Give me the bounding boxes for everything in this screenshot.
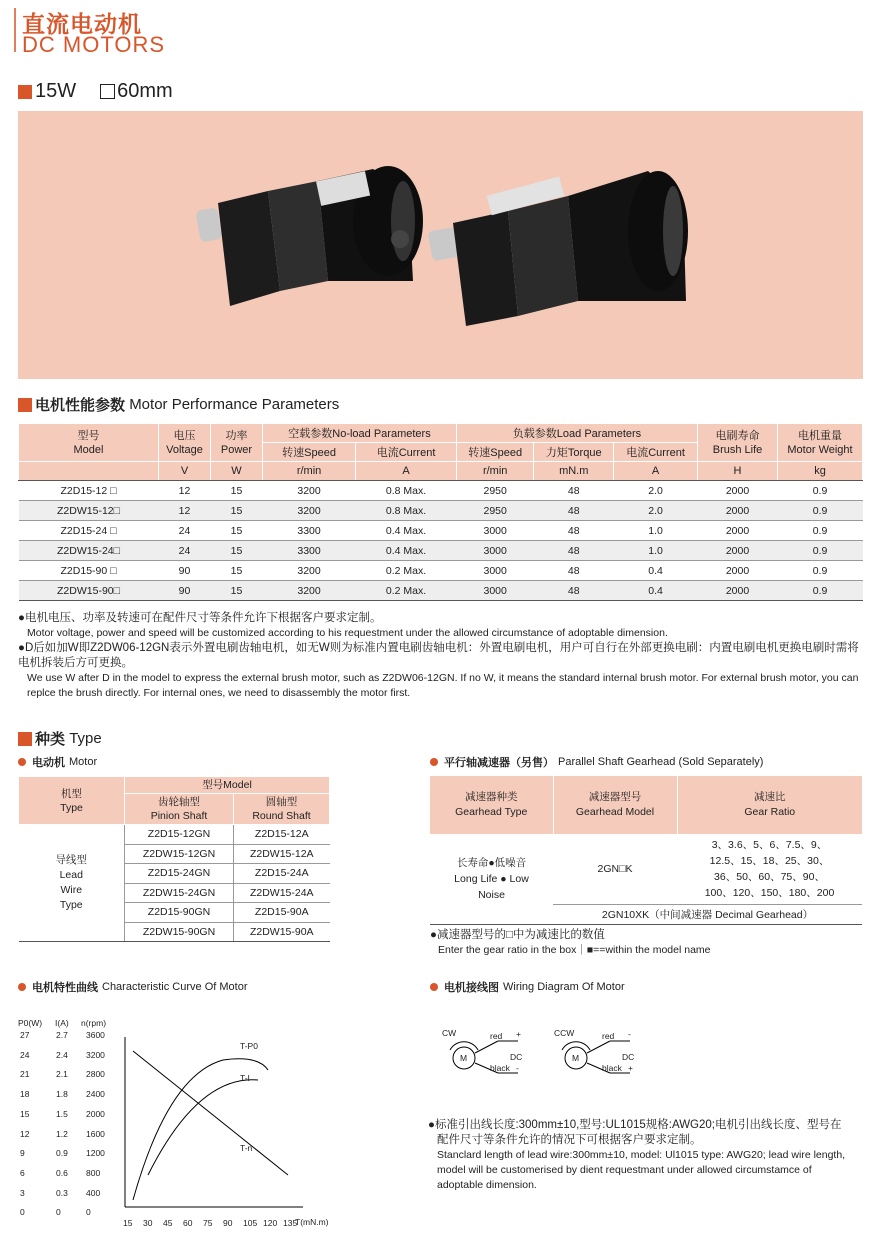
tick-label: 3 (20, 1187, 25, 1198)
th-l-torque: 力矩Torque (534, 443, 614, 462)
motor-symbol-1: M (460, 1053, 468, 1063)
table-cell: 2.0 (614, 481, 698, 501)
table-cell: 2.0 (614, 501, 698, 521)
table-cell: 2000 (698, 541, 778, 561)
square-bullet-icon (18, 85, 32, 99)
table-cell: 3200 (263, 501, 356, 521)
table-cell: 3200 (263, 581, 356, 601)
spec-power: 15W (35, 80, 77, 102)
type-title-en: Type (69, 730, 102, 747)
characteristic-curve-chart (18, 1015, 338, 1230)
type-heading (18, 728, 102, 749)
tick-label: 9 (20, 1148, 25, 1159)
wiring-diagram (440, 1025, 670, 1085)
tick-label: 24 (20, 1049, 30, 1060)
th-l-speed: 转速Speed (456, 443, 533, 462)
tick-label: 75 (203, 1218, 213, 1228)
table-cell: Z2DW15-90A (234, 922, 330, 942)
motor-subheading: 电动机 Motor (18, 754, 97, 770)
table-cell: 48 (534, 561, 614, 581)
table-cell: Z2D15-90 □ (19, 561, 159, 581)
tick-label: 30 (143, 1218, 153, 1228)
table-cell: 2950 (456, 481, 533, 501)
tick-label: 1.8 (56, 1089, 68, 1100)
table-cell: 90 (159, 561, 211, 581)
dot-bullet-icon (430, 758, 438, 766)
wiring-subheading: 电机接线图 Wiring Diagram Of Motor (430, 979, 625, 995)
th-weight: 电机重量 Motor Weight (778, 424, 863, 462)
gear-note: ●减速器型号的□中为减速比的数值 Enter the gear ratio in the box｜■==within the model name (430, 929, 711, 956)
table-cell: 3300 (263, 521, 356, 541)
tick-label: 2400 (86, 1089, 105, 1100)
cw-plus: + (516, 1029, 521, 1039)
table-cell: 0.4 Max. (356, 521, 457, 541)
th-type: 机型 Type (19, 777, 125, 825)
table-cell: 3000 (456, 521, 533, 541)
ccw-plus: + (628, 1063, 633, 1073)
th-pinion: 齿轮轴型 Pinion Shaft (125, 794, 234, 825)
curve-tn-label: T-n (240, 1143, 253, 1153)
cw-label: CW (442, 1028, 457, 1038)
square-bullet-icon (18, 398, 32, 412)
tick-label: 60 (183, 1218, 193, 1228)
tick-label: 0.3 (56, 1187, 68, 1198)
motor-2-image (428, 171, 688, 326)
table-cell: 0.9 (778, 541, 863, 561)
table-cell: 15 (211, 541, 263, 561)
table-cell: 0.9 (778, 561, 863, 581)
table-cell: Z2D15-12 □ (19, 481, 159, 501)
table-cell: 0.4 (614, 581, 698, 601)
performance-table (18, 423, 863, 601)
table-row (19, 581, 863, 601)
tick-label: 2.1 (56, 1069, 68, 1080)
gear-type-cell: 长寿命●低噪音 Long Life ● Low Noise (430, 834, 553, 925)
tick-label: 120 (263, 1218, 278, 1228)
note-1-en: Motor voltage, power and speed will be customized according to his requestment under the allowed circumstance of adoptable dimension. (27, 627, 668, 639)
dc-label-2: DC (622, 1052, 635, 1062)
tick-label: 2.4 (56, 1049, 68, 1060)
tick-label: 135 (283, 1218, 298, 1228)
black-label-1: black (490, 1063, 510, 1073)
table-cell: 48 (534, 481, 614, 501)
spec-heading (18, 80, 173, 103)
table-cell: Z2D15-24GN (125, 864, 234, 884)
table-cell: 0.4 (614, 561, 698, 581)
table-cell: 3000 (456, 581, 533, 601)
table-cell: Z2DW15-24A (234, 883, 330, 903)
table-cell: 24 (159, 521, 211, 541)
table-cell: Z2DW15-12GN (125, 844, 234, 864)
tick-label: 0 (86, 1207, 91, 1218)
table-cell: 0.8 Max. (356, 481, 457, 501)
tick-label: 1.5 (56, 1108, 68, 1119)
table-cell: Z2D15-90GN (125, 903, 234, 923)
table-cell: 2950 (456, 501, 533, 521)
table-cell: 48 (534, 501, 614, 521)
page-title-en: DC MOTORS (22, 32, 166, 57)
table-cell: 15 (211, 561, 263, 581)
th-power: 功率 Power (211, 424, 263, 462)
table-cell: Z2D15-90A (234, 903, 330, 923)
table-cell: 0.4 Max. (356, 541, 457, 561)
type-title-cn: 种类 (35, 731, 66, 748)
table-cell: 0.9 (778, 581, 863, 601)
th-model: 型号 Model (19, 424, 159, 462)
table-cell: 3000 (456, 561, 533, 581)
ccw-minus: - (628, 1029, 631, 1039)
p-axis-label: P0(W) (18, 1018, 43, 1028)
tick-label: 2000 (86, 1108, 105, 1119)
gear-decimal-cell: 2GN10XK（中间减速器 Decimal Gearhead） (553, 905, 862, 925)
motor-symbol-2: M (572, 1053, 580, 1063)
tick-label: 2.7 (56, 1030, 68, 1040)
tick-label: 6 (20, 1167, 25, 1178)
table-cell: 15 (211, 581, 263, 601)
header-accent-bar (14, 8, 16, 52)
perf-heading (18, 394, 339, 415)
tick-label: 0.9 (56, 1148, 68, 1159)
page-title-cn: 直流电动机 (22, 11, 142, 37)
curve-ti (148, 1080, 258, 1175)
table-cell: 0.9 (778, 501, 863, 521)
ccw-label: CCW (554, 1028, 575, 1038)
perf-title-cn: 电机性能参数 (35, 397, 126, 414)
table-cell: Z2D15-12A (234, 825, 330, 845)
table-cell: 0.2 Max. (356, 561, 457, 581)
notes (18, 611, 863, 701)
perf-title-en: Motor Performance Parameters (129, 396, 340, 413)
table-cell: 1.0 (614, 521, 698, 541)
tick-label: 2800 (86, 1069, 105, 1080)
table-cell: 2000 (698, 561, 778, 581)
th-round: 圆轴型 Round Shaft (234, 794, 330, 825)
curve-ti-label: T-I (240, 1073, 250, 1083)
gear-model-cell: 2GN□K (597, 863, 633, 875)
n-axis-label: n(rpm) (81, 1018, 107, 1028)
table-cell: 12 (159, 481, 211, 501)
gearhead-table (430, 776, 862, 925)
table-cell: 90 (159, 581, 211, 601)
dot-bullet-icon (18, 983, 26, 991)
tick-label: 800 (86, 1167, 101, 1178)
table-row (19, 541, 863, 561)
table-cell: 15 (211, 481, 263, 501)
tick-label: 0 (20, 1207, 25, 1218)
table-cell: 1.0 (614, 541, 698, 561)
tick-label: 3600 (86, 1030, 105, 1040)
tick-label: 90 (223, 1218, 233, 1228)
red-label-1: red (490, 1031, 503, 1041)
gear-ratio-cell: 3、3.6、5、6、7.5、9、 12.5、15、18、25、30、 36、50、60、75、90、 100、120、150、180、200 (704, 839, 835, 899)
spec-size: 60mm (117, 80, 173, 102)
wiring-note: ●标准引出线长度:300mm±10,型号:UL1015规格:AWG20;电机引出线长度、型号在 配件尺寸等条件允许的情况下可根据客户要求定制。 Stanclard length of lead wire:300mm±10, model: Ul1015 type: AWG20; lead wire length, model will be customerised by dient requestmant under allowed circumstamce of adoptable dimension. (428, 1119, 846, 1191)
table-cell: Z2DW15-12A (234, 844, 330, 864)
motor-type-table (18, 776, 330, 942)
th-gear-model: 减速器型号 Gearhead Model (553, 776, 677, 834)
tick-label: 3200 (86, 1049, 105, 1060)
table-cell: Z2D15-24 □ (19, 521, 159, 541)
table-cell: 3200 (263, 561, 356, 581)
note-1-cn: ●电机电压、功率及转速可在配件尺寸等条件允许下根据客户要求定制。 (18, 612, 382, 624)
table-cell: 0.9 (778, 481, 863, 501)
table-cell: 48 (534, 581, 614, 601)
table-cell: Z2D15-12GN (125, 825, 234, 845)
table-cell: 0.8 Max. (356, 501, 457, 521)
t-axis-label: T(mN.m) (295, 1217, 329, 1227)
curve-tn (133, 1051, 288, 1175)
table-cell: 2000 (698, 581, 778, 601)
dot-bullet-icon (430, 983, 438, 991)
table-cell: 3200 (263, 481, 356, 501)
table-cell: 0.9 (778, 521, 863, 541)
motor-illustration (18, 111, 863, 379)
table-cell: 15 (211, 521, 263, 541)
table-cell: Z2DW15-90GN (125, 922, 234, 942)
table-cell: Z2DW15-90□ (19, 581, 159, 601)
th-nl-current: 电流Current (356, 443, 457, 462)
table-cell: 2000 (698, 521, 778, 541)
gear-subheading: 平行轴减速器（另售） Parallel Shaft Gearhead (Sold Separately) (430, 754, 763, 770)
th-model-group: 型号Model (125, 777, 330, 794)
table-row (19, 501, 863, 521)
th-l-current: 电流Current (614, 443, 698, 462)
motor-1-image (195, 166, 423, 306)
table-row (19, 825, 330, 845)
table-row (19, 481, 863, 501)
table-cell: Z2DW15-24GN (125, 883, 234, 903)
table-cell: 12 (159, 501, 211, 521)
tick-label: 1200 (86, 1148, 105, 1159)
table-cell: 2000 (698, 481, 778, 501)
table-cell: 24 (159, 541, 211, 561)
black-label-2: black (602, 1063, 622, 1073)
product-photo (18, 111, 863, 379)
table-cell: Z2DW15-24□ (19, 541, 159, 561)
th-noload: 空载参数No-load Parameters (263, 424, 457, 443)
table-cell: 48 (534, 541, 614, 561)
i-axis-label: I(A) (55, 1018, 69, 1028)
dot-bullet-icon (18, 758, 26, 766)
tick-label: 0 (56, 1207, 61, 1218)
tick-label: 21 (20, 1069, 30, 1080)
th-load: 负载参数Load Parameters (456, 424, 697, 443)
red-label-2: red (602, 1031, 615, 1041)
tick-label: 12 (20, 1128, 30, 1139)
square-bullet-icon (18, 732, 32, 746)
table-cell: 48 (534, 521, 614, 541)
table-cell: 2000 (698, 501, 778, 521)
square-outline-icon (100, 84, 115, 99)
table-cell: 3300 (263, 541, 356, 561)
tick-label: 400 (86, 1187, 101, 1198)
tick-label: 18 (20, 1089, 30, 1100)
dc-label-1: DC (510, 1052, 523, 1062)
th-nl-speed: 转速Speed (263, 443, 356, 462)
table-cell: Z2D15-24A (234, 864, 330, 884)
th-brush: 电刷寿命 Brush Life (698, 424, 778, 462)
tick-label: 15 (20, 1108, 30, 1119)
note-2-cn: ●D后如加W即Z2DW06-12GN表示外置电刷齿轴电机，如无W则为标准内置电刷齿轴电机：外置电刷电机，用户可自行在外部更换电刷：内置电刷电机更换电刷时需将电机拆装后方可更换。 (18, 642, 859, 669)
tick-label: 1600 (86, 1128, 105, 1139)
table-row (19, 561, 863, 581)
tick-label: 105 (243, 1218, 258, 1228)
th-gear-ratio: 减速比 Gear Ratio (677, 776, 862, 834)
note-2-en: We use W after D in the model to express the external brush motor, such as Z2DW06-12GN. If no W, it means the standard internal brush motor. For external brush motor, you can replce the brush directly. For internal ones, we need to disassembly the motor first. (27, 672, 859, 699)
tick-label: 15 (123, 1218, 133, 1228)
lead-wire-type-cell: 导线型 Lead Wire Type (19, 825, 125, 942)
th-voltage: 电压 Voltage (159, 424, 211, 462)
curve-subheading: 电机特性曲线 Characteristic Curve Of Motor (18, 979, 247, 995)
tick-label: 45 (163, 1218, 173, 1228)
table-cell: 3000 (456, 541, 533, 561)
table-cell: Z2DW15-12□ (19, 501, 159, 521)
table-cell: 15 (211, 501, 263, 521)
cw-minus: - (516, 1063, 519, 1073)
units-row: V W r/min A r/min mN.m A H kg (19, 462, 863, 481)
table-cell: 0.2 Max. (356, 581, 457, 601)
table-row (19, 521, 863, 541)
tick-label: 27 (20, 1030, 30, 1040)
tick-label: 1.2 (56, 1128, 68, 1139)
th-gear-type: 减速器种类 Gearhead Type (430, 776, 553, 834)
tick-label: 0.6 (56, 1167, 68, 1178)
curve-tp0-label: T-P0 (240, 1041, 258, 1051)
